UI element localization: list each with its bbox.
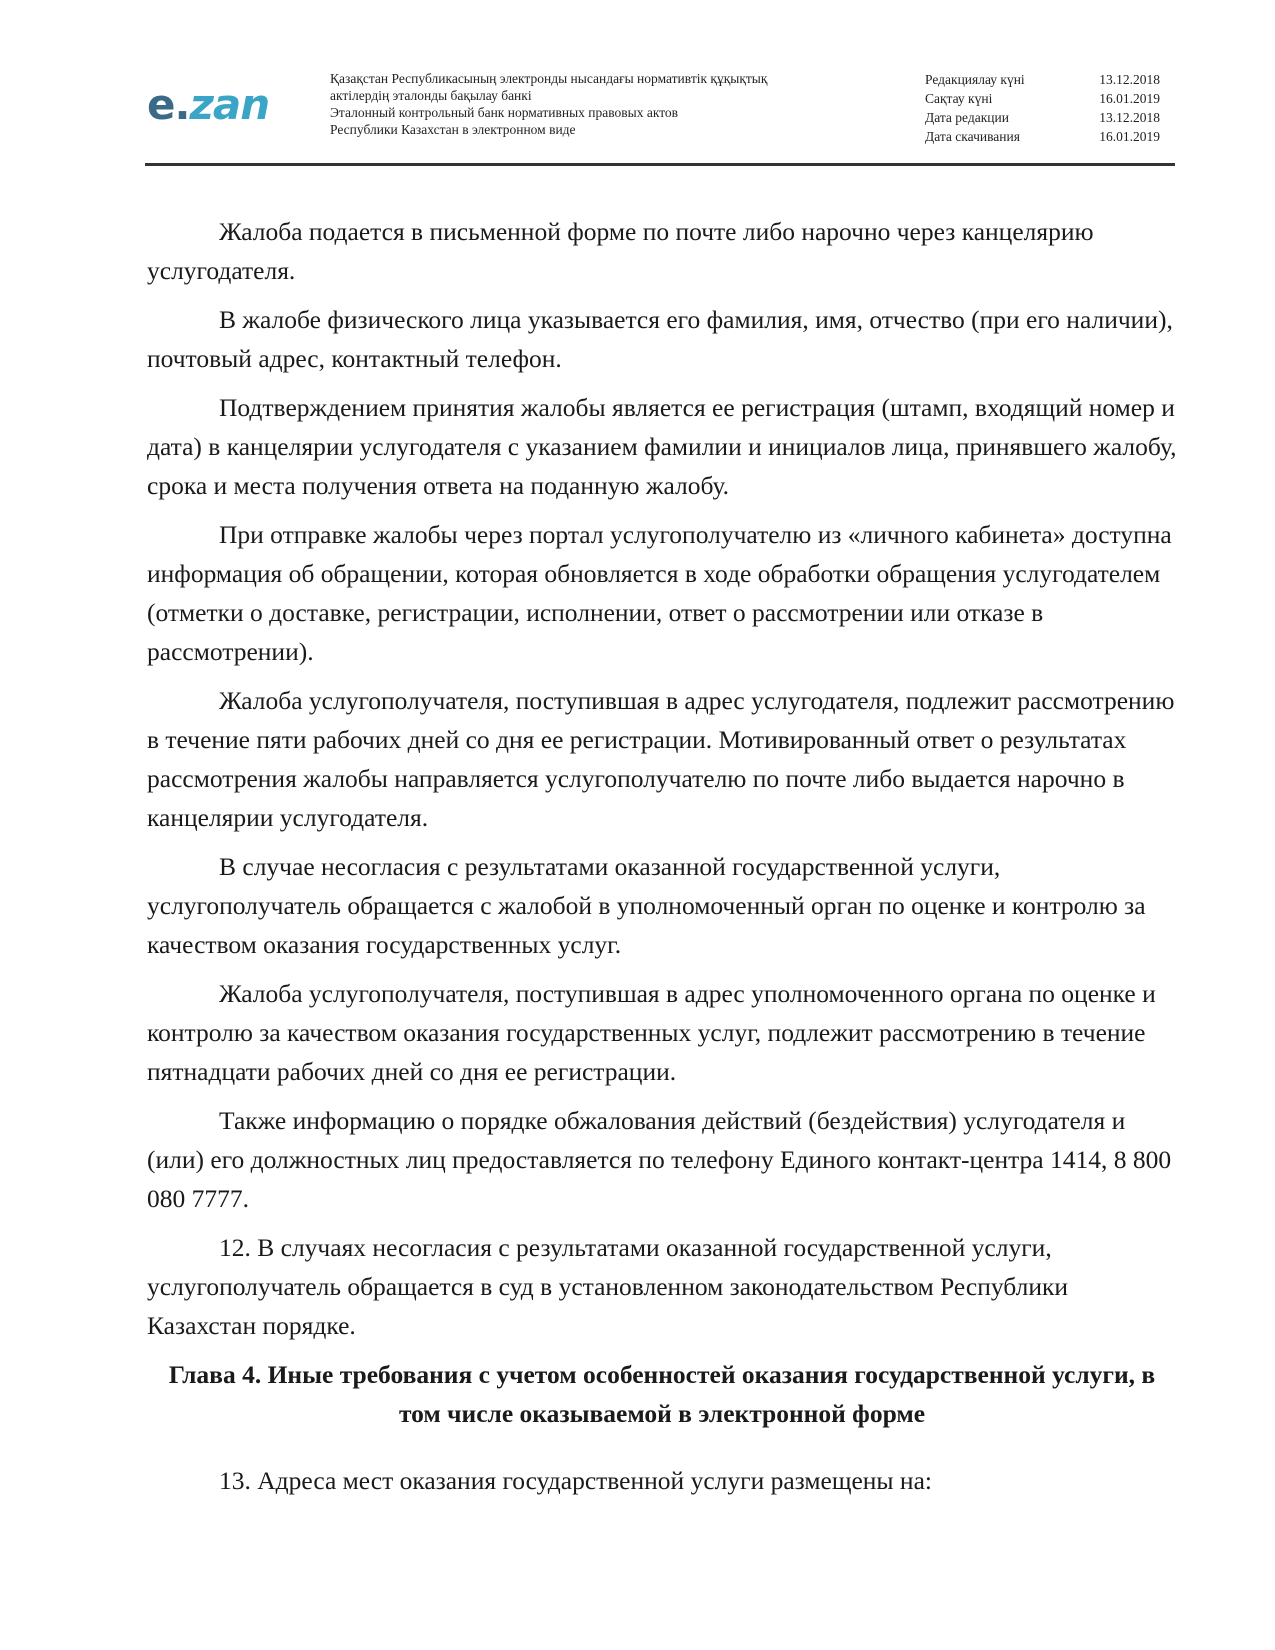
- chapter-heading: Глава 4. Иные требования с учетом особенностей оказания государственной услуги, в том числе оказываемой в электронной форме: [168, 1360, 1156, 1428]
- ezan-logo: [147, 80, 270, 129]
- meta-value: 13.12.2018: [1099, 110, 1160, 125]
- body-paragraph: В случае несогласия с результатами оказанной государственной услуги, услугополучатель обращается с жалобой в уполномоченный орган по оценке и контролю за качеством оказания государственных услуг.: [147, 852, 1146, 959]
- body-paragraph: Жалоба услугополучателя, поступившая в адрес услугодателя, подлежит рассмотрению в течение пяти рабочих дней со дня ее регистрации. Мотивированный ответ о результатах рассмотрения жалобы направляется услугополучателю по почте либо выдается нарочно в канцелярии услугодателя.: [147, 686, 1175, 832]
- document-body: [147, 212, 1177, 1510]
- header-description-line: Эталонный контрольный банк нормативных правовых актов: [330, 105, 679, 120]
- body-paragraph: Подтверждением принятия жалобы является ее регистрация (штамп, входящий номер и дата) в канцелярии услугодателя с указанием фамилии и инициалов лица, принявшего жалобу, срока и места получения ответа на поданную жалобу.: [147, 393, 1177, 500]
- logo-zan: zan: [189, 80, 270, 129]
- header-description-line: Республики Казахстан в электронном виде: [330, 122, 576, 137]
- header-divider: [145, 163, 1175, 166]
- header-description-line: Қазақстан Республикасының электронды нысандағы нормативтік құқықтық: [330, 71, 768, 86]
- body-paragraph: 12. В случаях несогласия с результатами оказанной государственной услуги, услугополучатель обращается в суд в установленном законодательством Республики Казахстан порядке.: [147, 1233, 1069, 1340]
- meta-label: Сақтау күні: [925, 91, 993, 106]
- body-paragraph: Жалоба подается в письменной форме по почте либо нарочно через канцелярию услугодателя.: [147, 217, 1094, 285]
- meta-row: [925, 127, 1160, 146]
- meta-row: [925, 89, 1160, 108]
- meta-row: [925, 70, 1160, 89]
- meta-label: Дата скачивания: [925, 129, 1020, 144]
- meta-row: [925, 108, 1160, 127]
- header-description: [330, 70, 890, 138]
- body-paragraph: При отправке жалобы через портал услугополучателю из «личного кабинета» доступна информация об обращении, которая обновляется в ходе обработки обращения услугодателем (отметки о доставке, регистрации, исполнении, ответ о рассмотрении или отказе в рассмотрении).: [147, 520, 1172, 666]
- meta-value: 13.12.2018: [1099, 72, 1160, 87]
- body-paragraph: Жалоба услугополучателя, поступившая в адрес уполномоченного органа по оценке и контролю за качеством оказания государственных услуг, подлежит рассмотрению в течение пятнадцати рабочих дней со дня ее регистрации.: [147, 979, 1156, 1086]
- body-paragraph: В жалобе физического лица указывается его фамилия, имя, отчество (при его наличии), почтовый адрес, контактный телефон.: [147, 305, 1173, 373]
- meta-label: Дата редакции: [925, 110, 1009, 125]
- meta-value: 16.01.2019: [1099, 91, 1160, 106]
- header-meta: [925, 70, 1160, 146]
- meta-label: Редакциялау күні: [925, 72, 1025, 87]
- header-description-line: актілердің эталонды бақылау банкі: [330, 88, 532, 103]
- meta-value: 16.01.2019: [1099, 129, 1160, 144]
- logo-dot: .: [174, 80, 190, 129]
- logo-e: e: [147, 80, 175, 129]
- body-paragraph: 13. Адреса мест оказания государственной услуги размещены на:: [219, 1466, 932, 1495]
- body-paragraph: Также информацию о порядке обжалования действий (бездействия) услугодателя и (или) его должностных лиц предоставляется по телефону Единого контакт-центра 1414, 8 800 080 7777.: [147, 1106, 1172, 1213]
